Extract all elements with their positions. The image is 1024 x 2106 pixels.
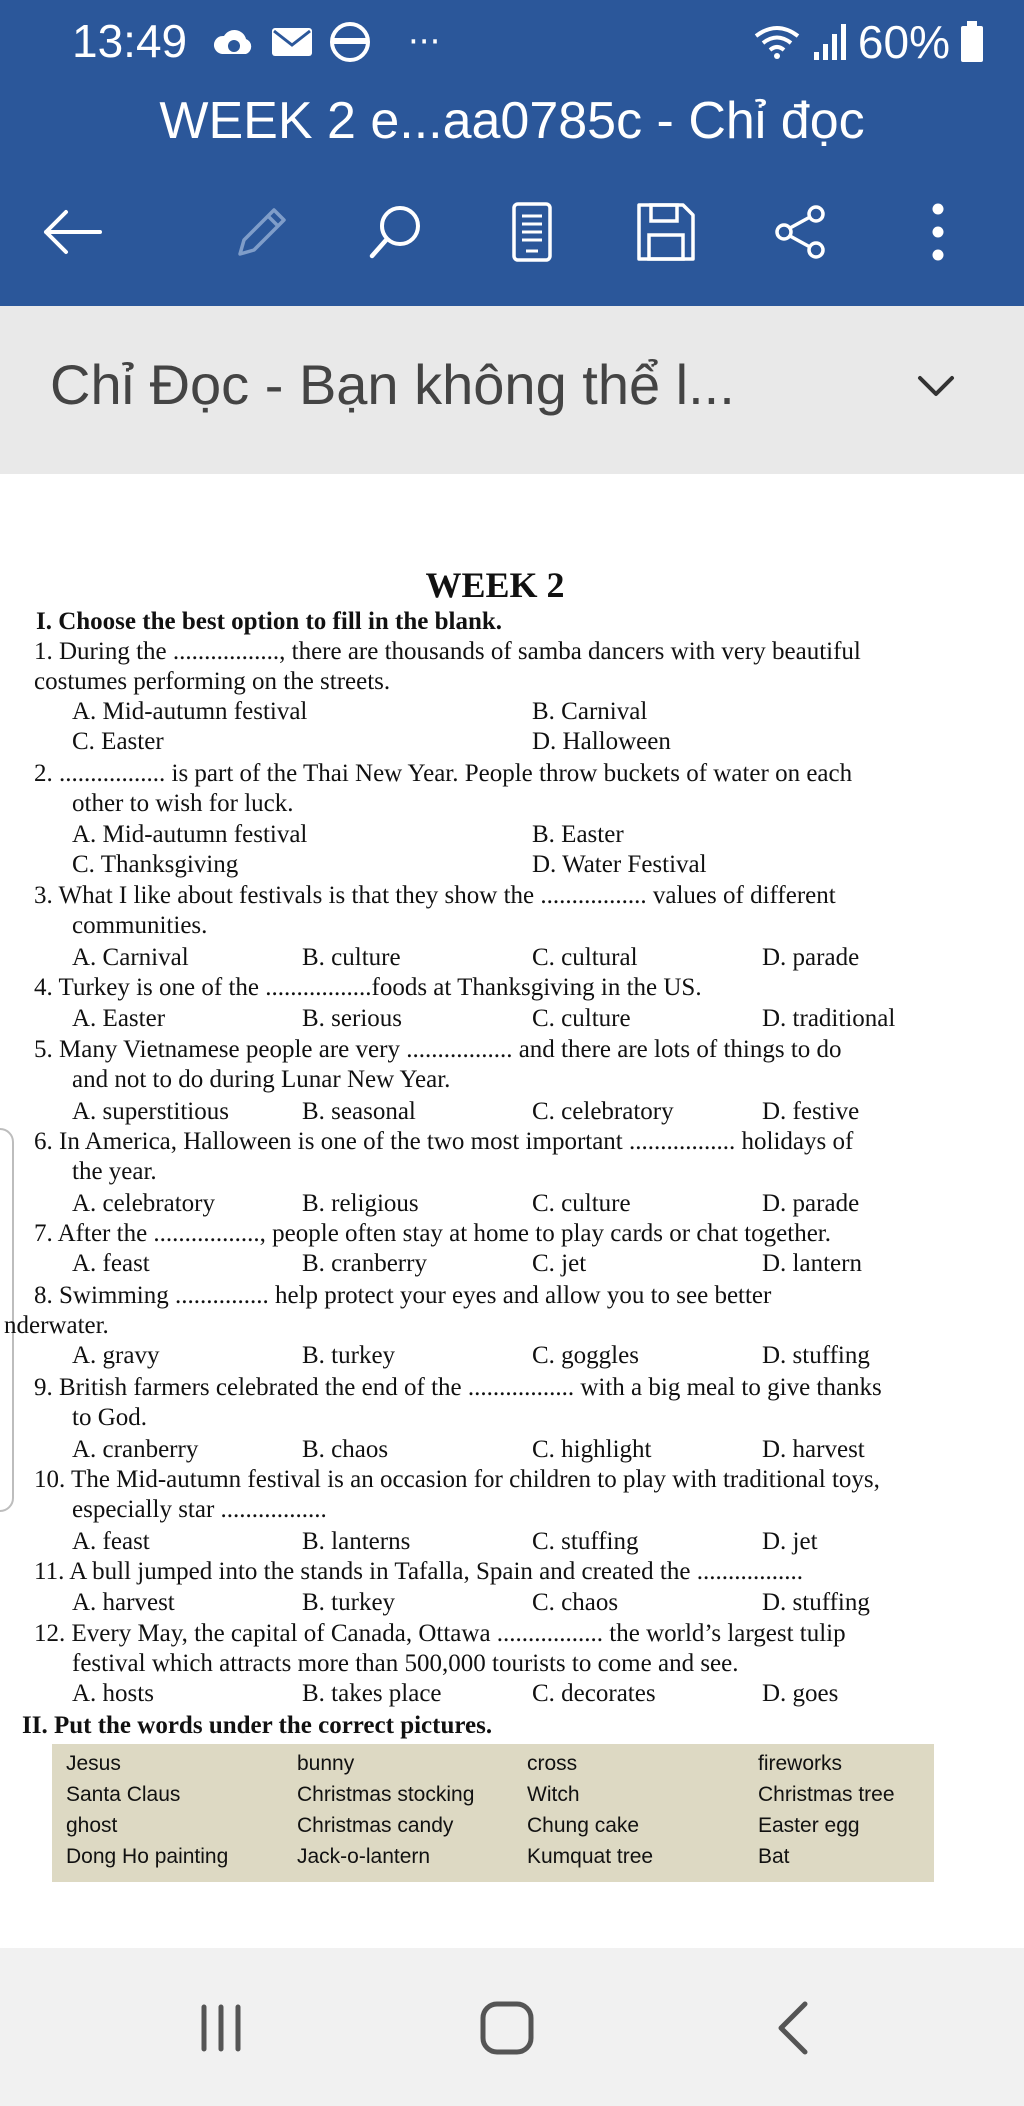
save-icon	[635, 201, 697, 263]
q2-option-d: D. Water Festival	[532, 851, 707, 878]
q11-option-a: A. harvest	[72, 1589, 175, 1616]
question-9-line2: to God.	[72, 1404, 147, 1431]
word-cell: Santa Claus	[66, 1783, 181, 1806]
q12-option-a: A. hosts	[72, 1680, 154, 1707]
word-cell: ghost	[66, 1814, 118, 1837]
notification-icons	[212, 18, 440, 66]
q10-option-b: B. lanterns	[302, 1528, 411, 1555]
question-12-line1: 12. Every May, the capital of Canada, Ottawa ................. the world’s largest tulip	[34, 1620, 846, 1647]
q11-option-b: B. turkey	[302, 1589, 396, 1616]
q7-option-a: A. feast	[72, 1250, 150, 1277]
more-vertical-icon	[928, 201, 948, 263]
question-3-line1: 3. What I like about festivals is that they show the ................. values of different	[34, 882, 836, 909]
doc-heading: WEEK 2	[425, 565, 565, 605]
q6-option-d: D. parade	[762, 1190, 860, 1217]
edit-button[interactable]	[220, 192, 300, 272]
question-1-line1: 1. During the ................., there are thousands of samba dancers with very beautiful	[34, 638, 861, 665]
q10-option-c: C. stuffing	[532, 1528, 639, 1555]
word-cell: bunny	[297, 1752, 355, 1775]
q3-option-b: B. culture	[302, 944, 401, 971]
back-arrow-icon	[40, 207, 104, 257]
recent-apps-button[interactable]	[176, 1988, 266, 2068]
question-8-line1: 8. Swimming ............... help protect your eyes and allow you to see better	[34, 1282, 772, 1309]
q4-option-a: A. Easter	[72, 1005, 166, 1032]
more-notifications-icon: ···	[408, 22, 441, 62]
back-button[interactable]	[32, 192, 112, 272]
q4-option-b: B. serious	[302, 1005, 402, 1032]
save-button[interactable]	[626, 192, 706, 272]
q3-option-a: A. Carnival	[72, 944, 189, 971]
recent-apps-icon	[196, 2003, 246, 2053]
share-icon	[770, 202, 830, 262]
q5-option-a: A. superstitious	[72, 1098, 229, 1125]
q8-option-b: B. turkey	[302, 1342, 396, 1369]
mail-icon	[270, 24, 314, 60]
battery-icon	[960, 21, 984, 63]
home-icon	[479, 2000, 535, 2056]
question-9-line1: 9. British farmers celebrated the end of the ................. with a big meal to give thanks	[34, 1374, 882, 1401]
q9-option-a: A. cranberry	[72, 1436, 199, 1463]
q7-option-c: C. jet	[532, 1250, 587, 1277]
question-12-line2: festival which attracts more than 500,000 tourists to come and see.	[72, 1650, 739, 1677]
app-header	[0, 0, 1024, 306]
word-cell: Jack-o-lantern	[297, 1845, 431, 1868]
question-3-line2: communities.	[72, 912, 208, 939]
q6-option-a: A. celebratory	[72, 1190, 215, 1217]
q2-option-c: C. Thanksgiving	[72, 851, 239, 878]
q11-option-c: C. chaos	[532, 1589, 619, 1616]
q4-option-c: C. culture	[532, 1005, 631, 1032]
q3-option-d: D. parade	[762, 944, 860, 971]
word-cell: Bat	[758, 1845, 790, 1868]
more-options-button[interactable]	[898, 192, 978, 272]
q6-option-c: C. culture	[532, 1190, 631, 1217]
q9-option-d: D. harvest	[762, 1436, 865, 1463]
section2-heading: II. Put the words under the correct pictures.	[22, 1712, 493, 1739]
question-5-line2: and not to do during Lunar New Year.	[72, 1066, 451, 1093]
word-cell: Christmas stocking	[297, 1783, 475, 1806]
question-5-line1: 5. Many Vietnamese people are very ................. and there are lots of things to do	[34, 1036, 842, 1063]
search-button[interactable]	[356, 192, 436, 272]
question-11-line1: 11. A bull jumped into the stands in Tafalla, Spain and created the .................	[34, 1558, 803, 1585]
q2-option-a: A. Mid-autumn festival	[72, 821, 308, 848]
chevron-down-icon[interactable]	[916, 372, 956, 400]
q7-option-b: B. cranberry	[302, 1250, 427, 1277]
word-cell: Christmas tree	[758, 1783, 895, 1806]
q7-option-d: D. lantern	[762, 1250, 862, 1277]
word-bank	[52, 1744, 934, 1882]
q12-option-c: C. decorates	[532, 1680, 656, 1707]
q10-option-d: D. jet	[762, 1528, 818, 1555]
q10-option-a: A. feast	[72, 1528, 150, 1555]
q6-option-b: B. religious	[302, 1190, 419, 1217]
q3-option-c: C. cultural	[532, 944, 638, 971]
q4-option-d: D. traditional	[762, 1005, 896, 1032]
q1-option-c: C. Easter	[72, 728, 164, 755]
read-only-message: Chỉ Đọc - Bạn không thể l...	[50, 353, 735, 416]
question-7-line1: 7. After the ................., people often stay at home to play cards or chat together.	[34, 1220, 831, 1247]
word-cell: Dong Ho painting	[66, 1845, 229, 1868]
q12-option-d: D. goes	[762, 1680, 839, 1707]
question-6-line1: 6. In America, Halloween is one of the two most important ................. holidays of	[34, 1128, 854, 1155]
system-nav-bar	[0, 1948, 1024, 2106]
read-only-banner[interactable]	[0, 306, 1024, 476]
word-cell: fireworks	[758, 1752, 843, 1775]
q1-option-b: B. Carnival	[532, 698, 648, 725]
q2-option-b: B. Easter	[532, 821, 624, 848]
question-10-line2: especially star .................	[72, 1496, 327, 1523]
question-6-line2: the year.	[72, 1158, 157, 1185]
q8-option-c: C. goggles	[532, 1342, 639, 1369]
circle-status-icon	[328, 20, 372, 64]
q5-option-d: D. festive	[762, 1098, 860, 1125]
question-8-line2: nderwater.	[4, 1312, 109, 1339]
cloud-icon	[212, 24, 256, 60]
word-cell: Easter egg	[758, 1814, 860, 1837]
word-cell: Chung cake	[527, 1814, 640, 1837]
mobile-view-icon	[510, 201, 554, 263]
q8-option-d: D. stuffing	[762, 1342, 870, 1369]
question-2-line1: 2. ................. is part of the Thai New Year. People throw buckets of water on each	[34, 760, 853, 787]
search-icon	[366, 202, 426, 262]
word-cell: Witch	[527, 1783, 580, 1806]
share-button[interactable]	[760, 192, 840, 272]
q12-option-b: B. takes place	[302, 1680, 442, 1707]
nav-back-button[interactable]	[748, 1988, 838, 2068]
word-cell: Jesus	[66, 1752, 121, 1775]
document-page[interactable]	[0, 474, 1024, 1948]
q1-option-d: D. Halloween	[532, 728, 671, 755]
home-button[interactable]	[462, 1988, 552, 2068]
toolbar	[0, 192, 1024, 272]
battery-percent: 60%	[857, 16, 950, 68]
q8-option-a: A. gravy	[72, 1342, 160, 1369]
q11-option-d: D. stuffing	[762, 1589, 870, 1616]
question-4-line1: 4. Turkey is one of the .................foods at Thanksgiving in the US.	[34, 974, 702, 1001]
question-1-line2: costumes performing on the streets.	[34, 668, 391, 695]
section1-heading: I. Choose the best option to fill in the blank.	[36, 608, 503, 635]
signal-icon	[812, 22, 848, 62]
question-10-line1: 10. The Mid-autumn festival is an occasion for children to play with traditional toys,	[34, 1466, 880, 1493]
back-icon	[773, 2000, 813, 2056]
q5-option-b: B. seasonal	[302, 1098, 416, 1125]
system-icons	[752, 14, 984, 70]
q9-option-c: C. highlight	[532, 1436, 652, 1463]
word-cell: Kumquat tree	[527, 1845, 654, 1868]
status-bar	[0, 0, 1024, 84]
q5-option-c: C. celebratory	[532, 1098, 674, 1125]
question-2-line2: other to wish for luck.	[72, 790, 294, 817]
status-time: 13:49	[72, 15, 188, 67]
q9-option-b: B. chaos	[302, 1436, 389, 1463]
mobile-view-button[interactable]	[492, 192, 572, 272]
word-cell: cross	[527, 1752, 578, 1775]
word-cell: Christmas candy	[297, 1814, 454, 1837]
document-title: WEEK 2 e...aa0785c - Chỉ đọc	[159, 92, 865, 150]
wifi-icon	[752, 22, 802, 62]
edit-pencil-icon	[230, 202, 290, 262]
q1-option-a: A. Mid-autumn festival	[72, 698, 308, 725]
